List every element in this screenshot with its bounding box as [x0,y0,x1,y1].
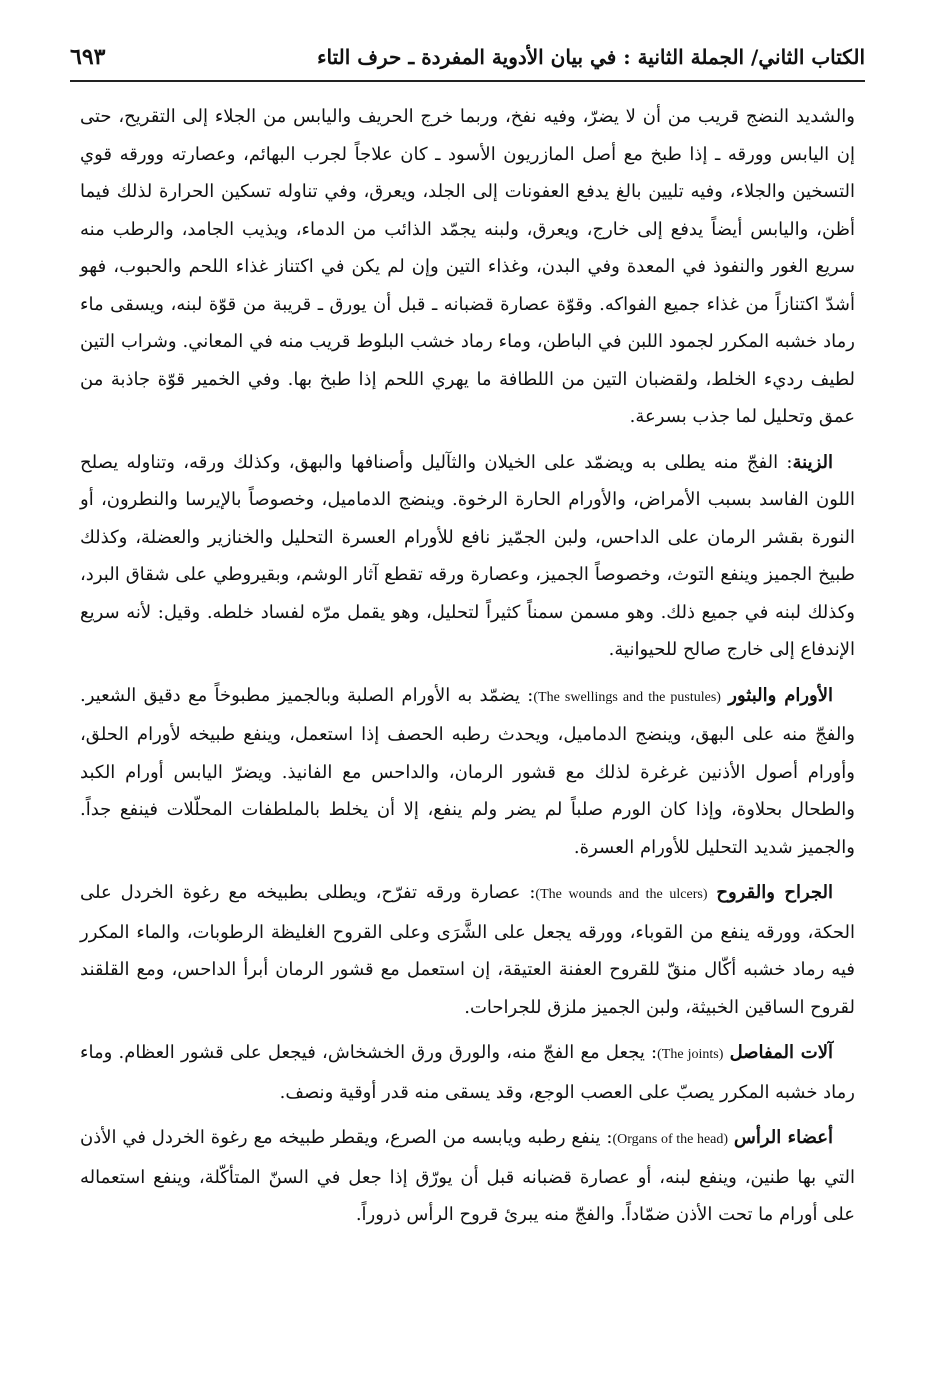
paragraph-intro [80,98,855,436]
section-term: الزينة [792,451,833,473]
english-gloss: (The swellings and the pustules) [533,689,721,705]
paragraph-text: : عصارة ورقه تفرّح، ويطلى بطبيخه مع رغوة الخردل على الحكة، وورقه ينفع من القوباء، وورقه يجعل على الشَّرَى وعلى القروح الغليظة الرطوبات، والماء المكرر فيه رماد خشبه أكّال منقّ للقروح العفنة العتيقة، إن استعمل مع قشور الرمان أبرأ الداحس، ومع القلقند لقروح الساقين الخبيثة، ولبن الجميز ملزق للجراحات. [80,882,856,1018]
paragraph-text: : يضمّد به الأورام الصلبة وبالجميز مطبوخاً مع دقيق الشعير. والفجّ منه على البهق، وينضج الدماميل، ويحدث رطبه الحصف إذا استعمل، وينفع طبيخه لأورام الحلق، وأورام أصول الأذنين غرغرة لذلك مع قشور الرمان، والداحس مع الفانيذ. ويضرّ اليابس أورام الكبد والطحال بحلاوة، وإذا كان الورم صلباً لم يضر ولم ينفع، إلا أن يخلط بالملطفات المحلّلات فينفع جداً. والجميز شديد التحليل للأورام العسرة. [80,684,855,858]
section-term: آلات المفاصل [729,1042,833,1063]
paragraph-head [80,1119,855,1234]
body-text [80,98,855,1242]
paragraph-adornment [80,444,855,669]
english-gloss: (Organs of the head) [612,1132,729,1147]
page-number: ٦٩٣ [70,44,106,70]
section-term: الجراح والقروح [716,882,833,903]
paragraph-text: : الفجّ منه يطلى به ويضمّد على الخيلان والثآليل وأصنافها والبهق، وكذلك ورقه، وتناوله يصلح اللون الفاسد بسبب الأمراض، والأورام الحارة الرخوة. وينضج الدماميل، وخصوصاً بالإيرسا والنطرون، أو النورة بقشر الرمان على الداحس، ولبن الجمّيز نافع للأورام العسرة التحليل والخنازير والعضلة، وكذلك طبيخ الجميز وينفع التوث، وخصوصاً الجميز، وعصارة ورقه تقطع آثار الوشم، وبقيروطي على شقاق البرد، وكذلك لبنه في جميع ذلك. وهو مسمن سمناً كثيراً لتحليل، وهو يقمل مرّه لفساد خلطه. وقيل: لأنه سريع الإندفاع إلى خارج صالح للحيوانية. [80,451,855,660]
running-title: الكتاب الثاني/ الجملة الثانية : في بيان الأدوية المفردة ـ حرف التاء [317,45,865,69]
paragraph-wounds [80,874,855,1026]
paragraph-text: : ينفع رطبه ويابسه من الصرع، ويقطر طبيخه مع رغوة الخردل في الأذن التي بها طنين، وينفع لبنه، أو عصارة قضبانه قبل أن يورّق إذا جعل في السنّ المتأكّلة، وينفع استعماله على أورام ما تحت الأذن ضمّاداً. والفجّ منه يبرئ قروح الرأس ذروراً. [80,1127,855,1225]
paragraph-joints [80,1034,855,1111]
section-term: الأورام والبثور [728,684,833,706]
english-gloss: (The wounds and the ulcers) [535,887,708,902]
paragraph-swellings [80,677,855,867]
section-term: أعضاء الرأس [733,1127,833,1148]
english-gloss: (The joints) [657,1047,724,1062]
paragraph-text: والشديد النضج قريب من أن لا يضرّ، وفيه نفخ، وربما خرج الحريف واليابس من الجلاء إلى التقريح، حتى إن اليابس وورقه ـ إذا طبخ مع أصل المازريون الأسود ـ كان علاجاً لجرب البهائم، وعصارته وورقه قوي التسخين والجلاء، وفيه تليين بالغ يدفع العفونات إلى الجلد، ويعرق، وفي تناوله تسكين الحرارة لذلك فيما أظن، واليابس أيضاً يدفع إلى خارج، ويعرق، ولبنه يجمّد الذائب من الدماء، ويذيب الجامد، والرطب منه سريع الغور والنفوذ في المعدة وفي البدن، وغذاء التين وإن لم يكن في اكتناز غذاء اللحم والحبوب، فهو أشدّ اكتنازاً من غذاء جميع الفواكه. وقوّة عصارة قضبانه ـ قبل أن يورق ـ قريبة من قوّة لبنه، ويسقى ماء رماد خشبه المكرر لجمود اللبن في الباطن، وماء رماد خشب البلوط قريب منه في المعاني. وشراب التين لطيف رديء الخلط، ولقضبان التين من اللطافة ما يهري اللحم إذا طبخ بها. وفي الخمير قوّة جاذبة من عمق وتحليل لما جذب بسرعة. [80,106,855,427]
page-header [70,38,865,82]
paragraph-text: : يجعل مع الفجّ منه، والورق ورق الخشخاش، فيجعل على قشور العظام. وماء رماد خشبه المكرر يصبّ على العصب الوجع، وقد يسقى منه قدر أوقية ونصف. [80,1042,855,1103]
